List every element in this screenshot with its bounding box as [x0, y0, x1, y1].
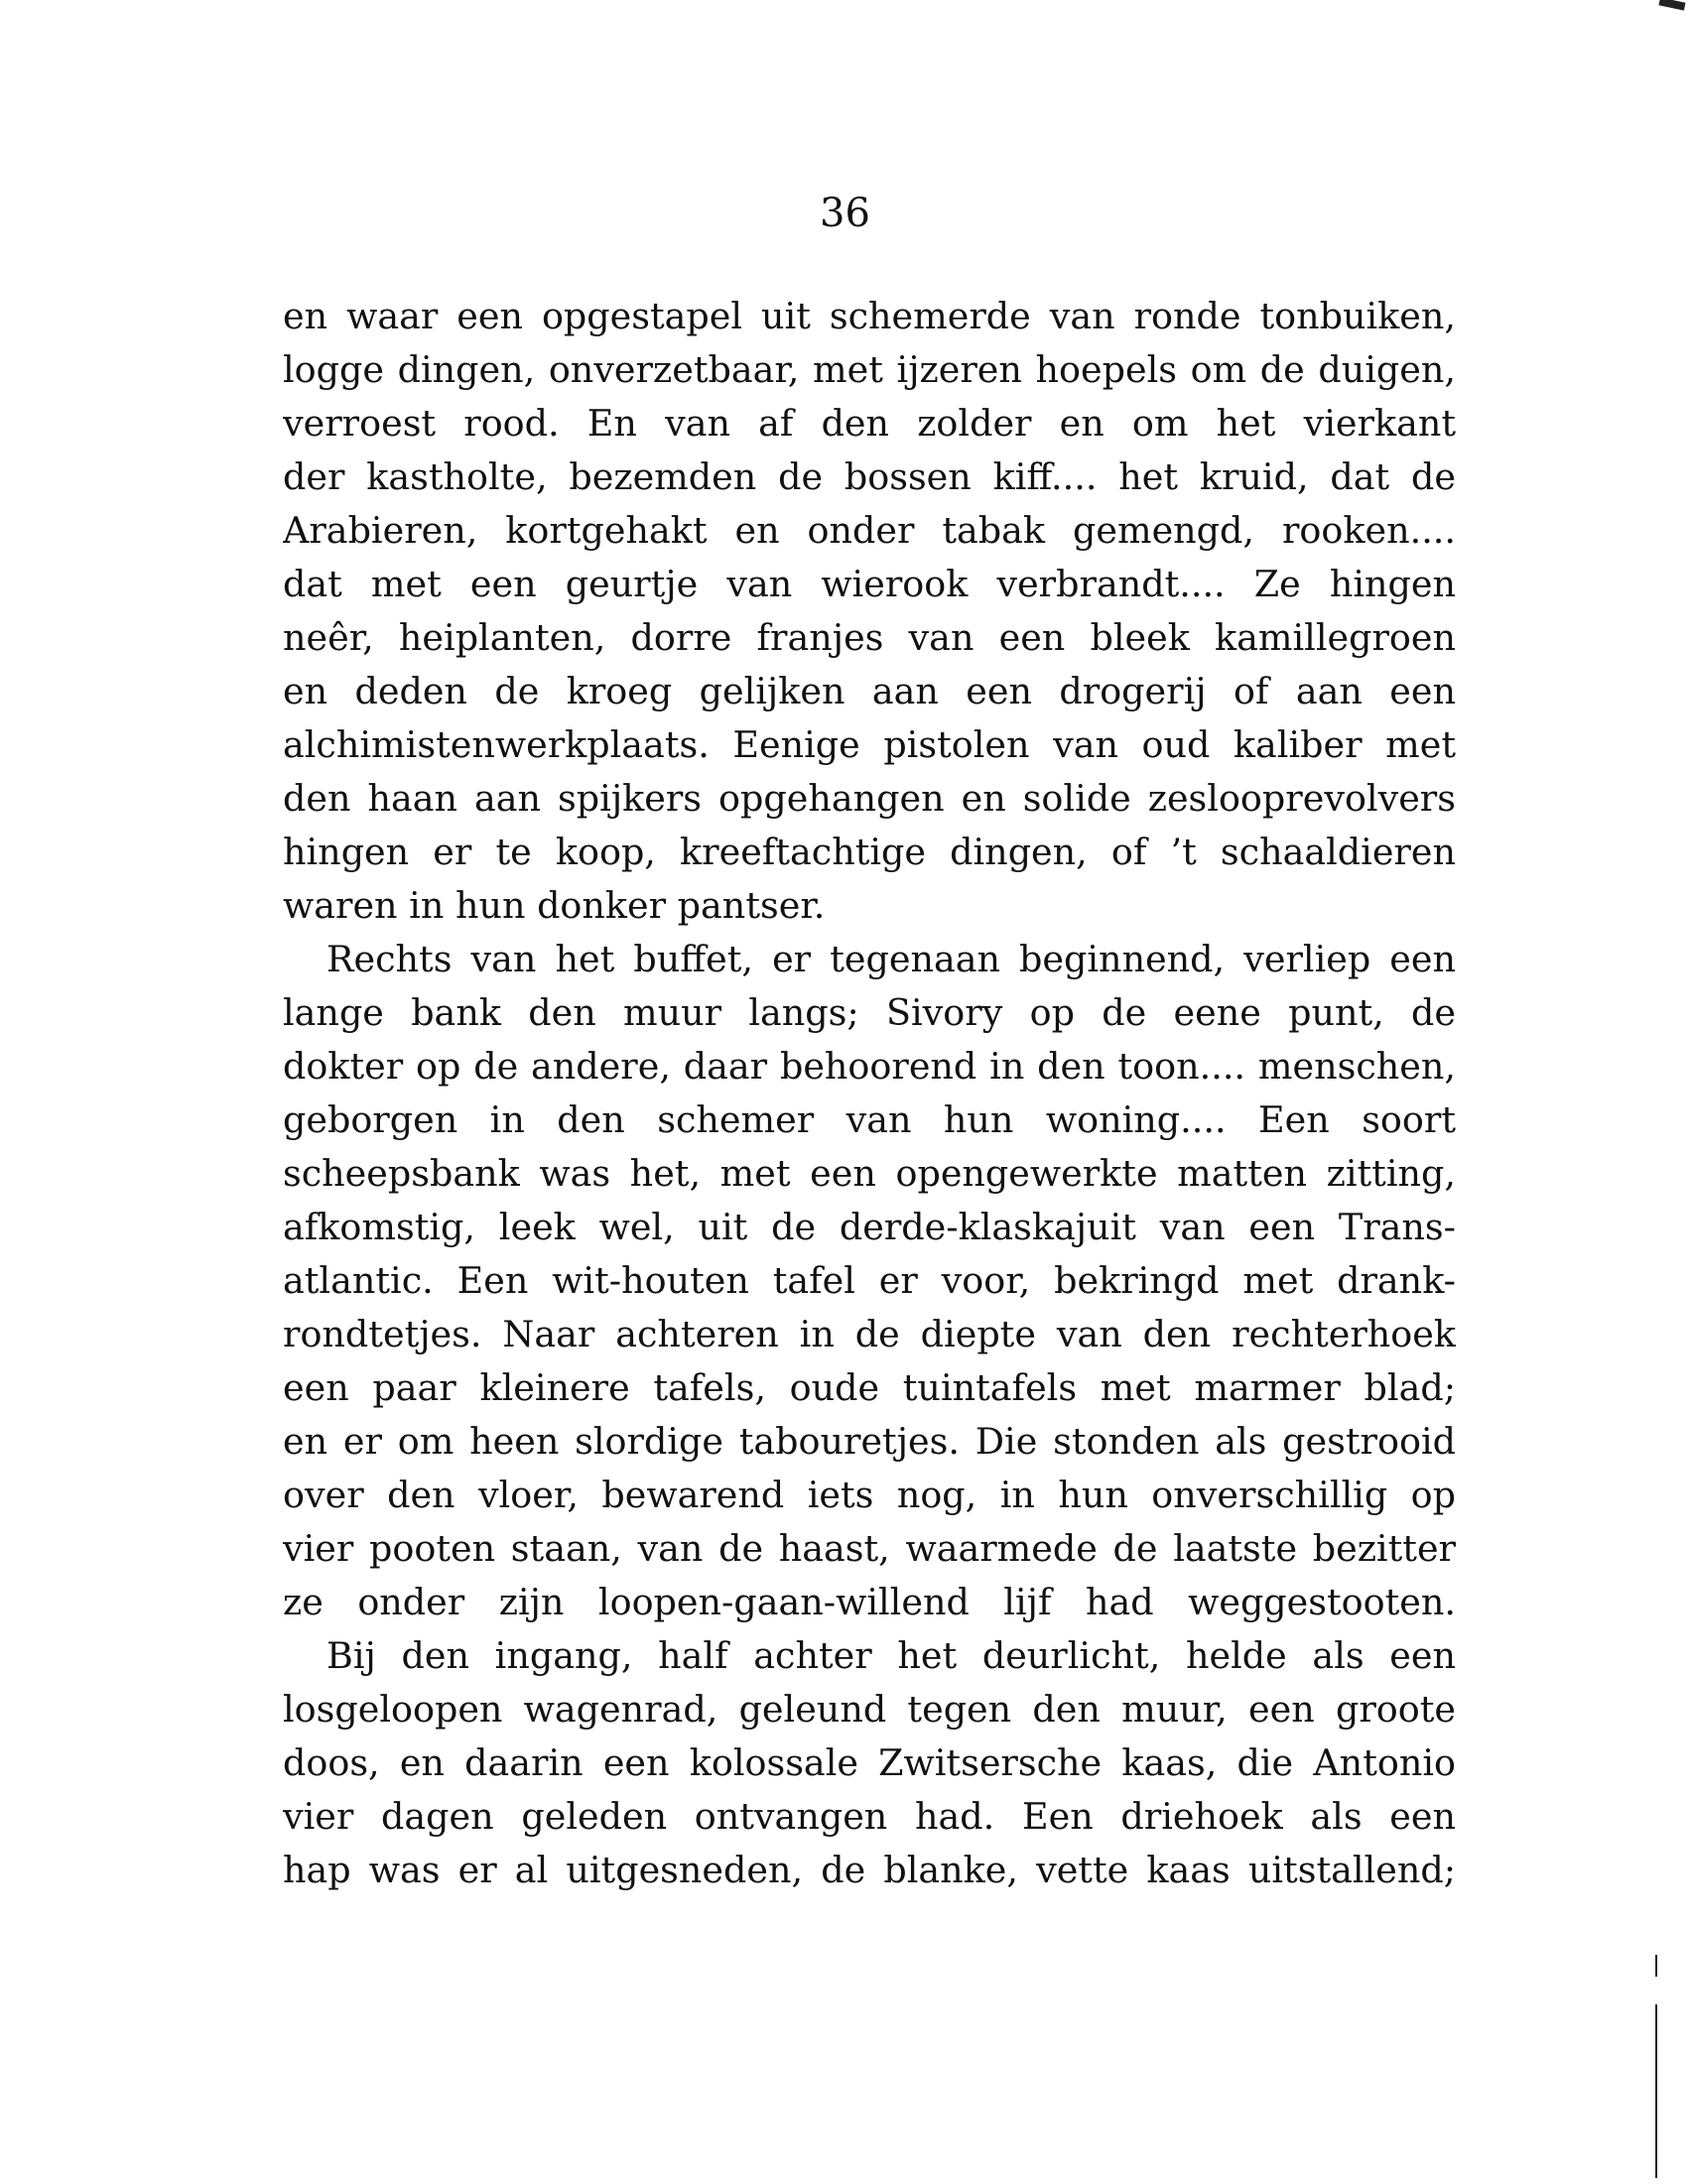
- text-line: den haan aan spijkers opgehangen en solide zeslooprevolvers: [283, 777, 1456, 820]
- scan-artifact: [1655, 2004, 1657, 2178]
- text-line: rondtetjes. Naar achteren in de diepte van den rechterhoek: [283, 1313, 1456, 1355]
- text-line: atlantic. Een wit-houten tafel er voor, bekringd met drank-: [283, 1259, 1456, 1302]
- text-line: doos, en daarin een kolossale Zwitsersche kaas, die Antonio: [283, 1741, 1456, 1784]
- text-line: alchimistenwerkplaats. Eenige pistolen van oud kaliber met: [283, 723, 1456, 766]
- text-line: scheepsbank was het, met een opengewerkte matten zitting,: [283, 1152, 1456, 1195]
- text-line: waren in hun donker pantser.: [283, 884, 826, 927]
- text-line: een paar kleinere tafels, oude tuintafels met marmer blad;: [283, 1366, 1456, 1409]
- text-line: vier dagen geleden ontvangen had. Een driehoek als een: [283, 1795, 1456, 1838]
- text-line: neêr, heiplanten, dorre franjes van een bleek kamillegroen: [283, 616, 1456, 659]
- text-line: en er om heen slordige tabouretjes. Die stonden als gestrooid: [283, 1420, 1456, 1463]
- text-line: Arabieren, kortgehakt en onder tabak gemengd, rooken....: [283, 509, 1456, 552]
- text-line: ze onder zijn loopen-gaan-willend lijf had weggestooten.: [283, 1581, 1456, 1623]
- scan-artifact: [1655, 1955, 1657, 1977]
- text-line: hap was er al uitgesneden, de blanke, vette kaas uitstallend;: [283, 1849, 1456, 1891]
- text-line: vier pooten staan, van de haast, waarmede de laatste bezitter: [283, 1527, 1456, 1570]
- scan-artifact: [1658, 0, 1685, 11]
- text-line: losgeloopen wagenrad, geleund tegen den muur, een groote: [283, 1688, 1456, 1731]
- text-line: logge dingen, onverzetbaar, met ijzeren hoepels om de duigen,: [283, 348, 1456, 391]
- text-line: afkomstig, leek wel, uit de derde-klaskajuit van een Trans-: [283, 1206, 1456, 1248]
- text-line: lange bank den muur langs; Sivory op de eene punt, de: [283, 991, 1456, 1034]
- page-number: 36: [820, 191, 870, 236]
- text-line: over den vloer, bewarend iets nog, in hun onverschillig op: [283, 1474, 1456, 1516]
- text-line: hingen er te koop, kreeftachtige dingen, of ’t schaaldieren: [283, 831, 1456, 873]
- text-line: geborgen in den schemer van hun woning.... Een soort: [283, 1098, 1456, 1141]
- text-line: Rechts van het buffet, er tegenaan beginnend, verliep een: [326, 938, 1456, 980]
- text-line: dat met een geurtje van wierook verbrandt.... Ze hingen: [283, 563, 1456, 605]
- text-line: der kastholte, bezemden de bossen kiff.... het kruid, dat de: [283, 455, 1456, 498]
- text-line: Bij den ingang, half achter het deurlicht, helde als een: [326, 1634, 1456, 1677]
- text-line: en deden de kroeg gelijken aan een drogerij of aan een: [283, 670, 1456, 712]
- text-line: dokter op de andere, daar behoorend in den toon.... menschen,: [283, 1045, 1456, 1088]
- body-text: [283, 290, 1456, 1897]
- text-line: en waar een opgestapel uit schemerde van ronde tonbuiken,: [283, 295, 1456, 337]
- text-line: verroest rood. En van af den zolder en om het vierkant: [283, 402, 1456, 445]
